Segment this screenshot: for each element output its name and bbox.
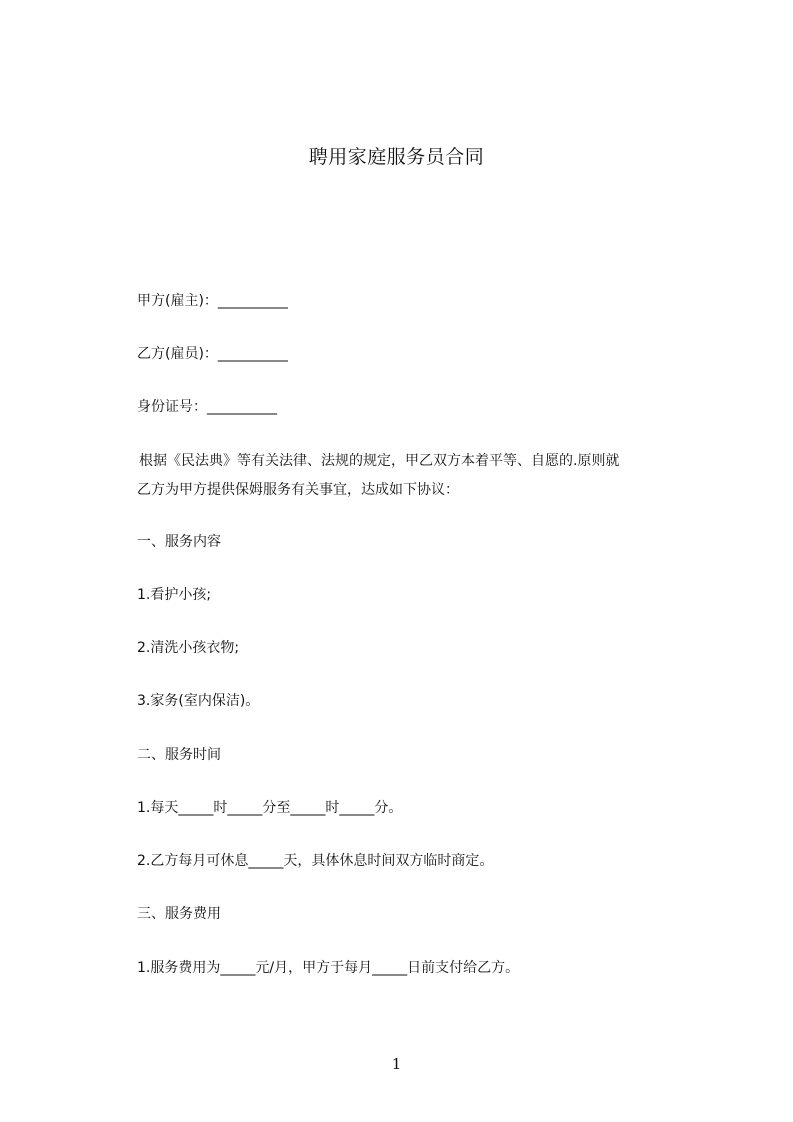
list-item: 1.服务费用为_____元/月，甲方于每月_____日前支付给乙方。	[137, 960, 520, 976]
section-heading-service-fee: 三、服务费用	[137, 906, 221, 922]
page-number: 1	[391, 1055, 402, 1073]
section-heading-service-content: 一、服务内容	[137, 534, 221, 550]
id-number-field: 身份证号：__________	[137, 399, 277, 415]
preamble-text-1: 根据《民法典》等有关法律、法规的规定，甲乙双方本着平等、自愿的.原则就	[139, 453, 620, 469]
section-heading-service-time: 二、服务时间	[137, 747, 221, 763]
preamble-line-1	[137, 451, 619, 471]
list-item: 1.每天_____时_____分至_____时_____分。	[137, 800, 403, 816]
preamble-line-2: 乙方为甲方提供保姆服务有关事宜，达成如下协议：	[137, 482, 459, 498]
list-item: 3.家务(室内保洁)。	[137, 693, 260, 709]
list-item: 2.清洗小孩衣物;	[137, 640, 240, 656]
party-b-field: 乙方(雇员)：__________	[137, 346, 288, 362]
document-title: 聘用家庭服务员合同	[308, 146, 485, 168]
list-item: 1.看护小孩;	[137, 587, 212, 603]
party-a-field: 甲方(雇主)：__________	[137, 293, 288, 309]
list-item: 2.乙方每月可休息_____天，具体休息时间双方临时商定。	[137, 853, 494, 869]
